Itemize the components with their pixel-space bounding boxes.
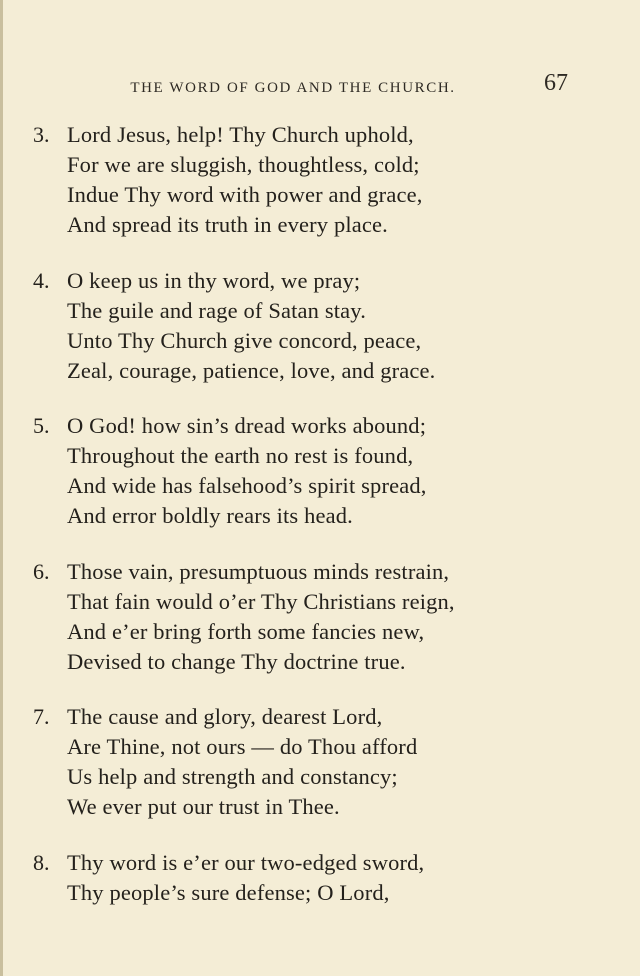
stanza-line: Lord Jesus, help! Thy Church uphold, [67, 122, 414, 147]
stanza-line: O God! how sin’s dread works abound; [67, 413, 427, 438]
stanza-line: Zeal, courage, patience, love, and grace. [67, 358, 436, 383]
stanza-line: That fain would o’er Thy Christians reign, [67, 589, 455, 614]
page-number: 67 [544, 70, 568, 96]
stanza-line: Throughout the earth no rest is found, [67, 443, 414, 468]
stanza-number: 4. [33, 268, 50, 293]
stanza-number: 8. [33, 850, 50, 875]
stanza-line: Those vain, presumptuous minds restrain, [67, 559, 450, 584]
stanza-line: The guile and rage of Satan stay. [67, 298, 367, 323]
stanza-line: Devised to change Thy doctrine true. [67, 649, 406, 674]
stanza-line: And spread its truth in every place. [67, 212, 388, 237]
stanza-line: And wide has falsehood’s spirit spread, [67, 473, 427, 498]
stanza-line: And e’er bring forth some fancies new, [67, 619, 425, 644]
running-title: THE WORD OF GOD AND THE CHURCH. [130, 80, 456, 96]
stanza-number: 7. [33, 704, 50, 729]
stanza-number: 3. [33, 122, 50, 147]
stanza-line: Indue Thy word with power and grace, [67, 182, 423, 207]
stanza-line: Us help and strength and constancy; [67, 764, 398, 789]
stanza-line: Thy people’s sure defense; O Lord, [67, 880, 390, 905]
stanza-number: 5. [33, 413, 50, 438]
stanza-line: Are Thine, not ours — do Thou afford [67, 734, 418, 759]
stanza-line: Unto Thy Church give concord, peace, [67, 328, 422, 353]
stanza-line: For we are sluggish, thoughtless, cold; [67, 152, 420, 177]
stanza-line: The cause and glory, dearest Lord, [67, 704, 383, 729]
stanza-line: We ever put our trust in Thee. [67, 794, 340, 819]
stanza-line: And error boldly rears its head. [67, 503, 353, 528]
stanza-line: O keep us in thy word, we pray; [67, 268, 361, 293]
stanza-line: Thy word is e’er our two-edged sword, [67, 850, 425, 875]
stanza-number: 6. [33, 559, 50, 584]
